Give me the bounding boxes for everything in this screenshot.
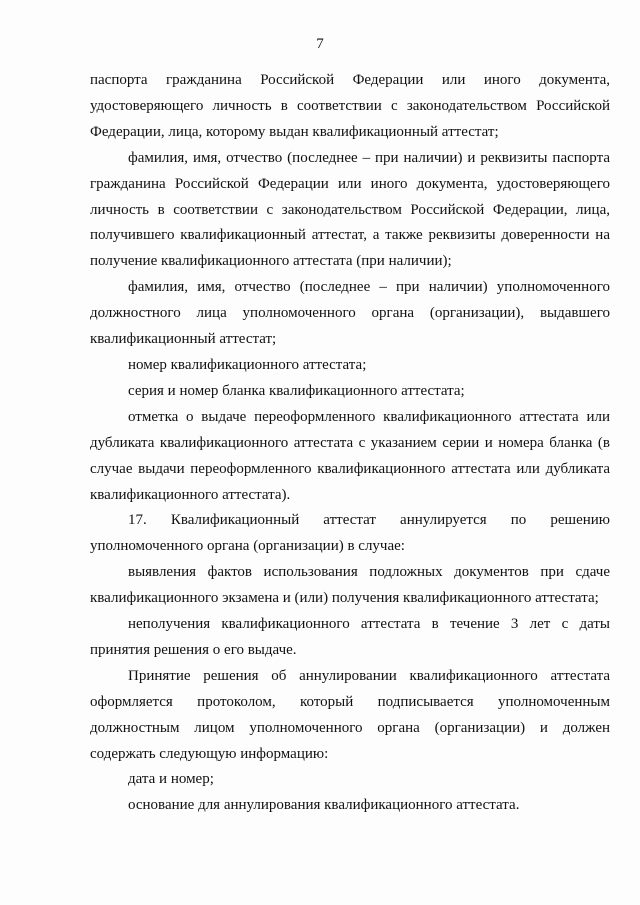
paragraph-forged-documents: выявления фактов использования подложных документов при сдаче квалификационного экзамена и (или) получения квалификационного аттестата; bbox=[90, 564, 610, 607]
paragraph-cancellation-basis: основание для аннулирования квалификационного аттестата. bbox=[128, 797, 520, 814]
paragraph-section-17: 17. Квалификационный аттестат аннулируется по решению уполномоченного органа (организации) в случае: bbox=[90, 512, 610, 555]
paragraph-certificate-number: номер квалификационного аттестата; bbox=[128, 356, 367, 373]
paragraph-blank-series: серия и номер бланка квалификационного аттестата; bbox=[128, 382, 465, 399]
paragraph-recipient-details: фамилия, имя, отчество (последнее – при наличии) и реквизиты паспорта гражданина Российской Федерации или иного документа, удостоверяющего личность в соответствии с законодательством Российской Федерации, лица, получившего квалификационный аттестат, а также реквизиты доверенности на получение квалификационного аттестата (при наличии); bbox=[90, 149, 610, 270]
paragraph-cancellation-protocol: Принятие решения об аннулировании квалификационного аттестата оформляется протоколом, который подписывается уполномоченным должностным лицом уполномоченного органа (организации) и должен содержать следующую информацию: bbox=[90, 667, 610, 762]
paragraph-passport-holder: паспорта гражданина Российской Федерации или иного документа, удостоверяющего личность в соответствии с законодательством Российской Федерации, лица, которому выдан квалификационный аттестат; bbox=[90, 72, 610, 140]
paragraph-not-received: неполучения квалификационного аттестата в течение 3 лет с даты принятия решения о его выдаче. bbox=[90, 616, 610, 658]
page-number: 7 bbox=[316, 36, 324, 52]
paragraph-duplicate-mark: отметка о выдаче переоформленного квалификационного аттестата или дубликата квалификационного аттестата с указанием серии и номера бланка (в случае выдачи переоформленного квалификационного аттестата или дубликата квалификационного аттестата). bbox=[90, 408, 610, 503]
document-body bbox=[90, 68, 610, 819]
paragraph-official-name: фамилия, имя, отчество (последнее – при наличии) уполномоченного должностного лица уполномоченного органа (организации), выдавшего квалификационный аттестат; bbox=[90, 279, 610, 348]
paragraph-date-number: дата и номер; bbox=[128, 771, 214, 788]
